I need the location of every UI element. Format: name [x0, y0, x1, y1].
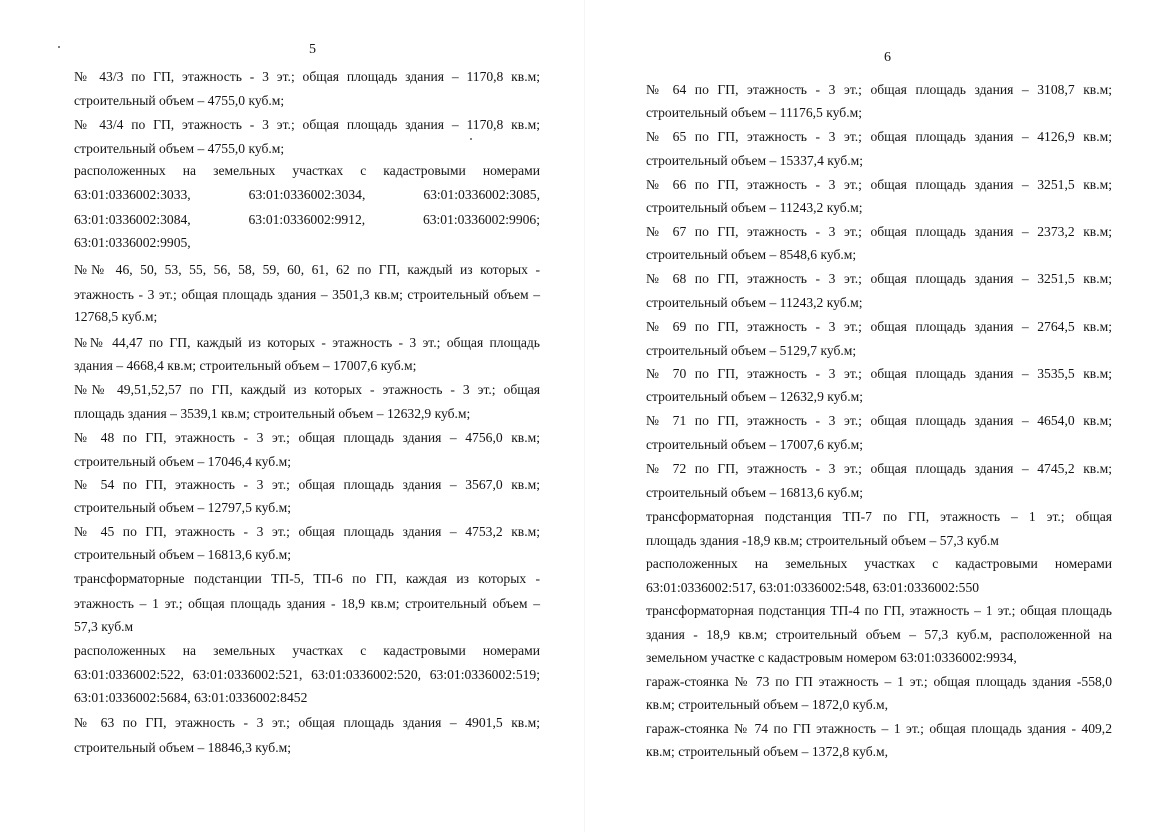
text-line: № 66 по ГП, этажность - 3 эт.; общая площадь здания – 3251,5 кв.м; [646, 177, 1112, 192]
text-line: здания - 18,9 кв.м; строительный объем – 57,3 куб.м, расположенной на [646, 627, 1112, 642]
text-line: строительный объем – 18846,3 куб.м; [74, 740, 291, 755]
text-line: № 48 по ГП, этажность - 3 эт.; общая площадь здания – 4756,0 кв.м; [74, 430, 540, 445]
text-line: № 69 по ГП, этажность - 3 эт.; общая площадь здания – 2764,5 кв.м; [646, 319, 1112, 334]
cadastral-number: 63:01:0336002:3034, [248, 187, 366, 202]
text-line: кв.м; строительный объем – 1372,8 куб.м, [646, 744, 889, 759]
text-line: строительный объем – 4755,0 куб.м; [74, 141, 285, 156]
text-line: трансформаторные подстанции ТП-5, ТП-6 по ГП, каждая из которых - [74, 571, 540, 586]
text-line: №№ 46, 50, 53, 55, 56, 58, 59, 60, 61, 62 по ГП, каждый из которых - [74, 262, 540, 277]
text-line: строительный объем – 11243,2 куб.м; [646, 295, 863, 310]
cadastral-number: 63:01:0336002:3084, [74, 212, 191, 227]
page-number: 6 [884, 50, 891, 65]
text-line: №№ 49,51,52,57 по ГП, каждый из которых - этажность - 3 эт.; общая [74, 382, 540, 397]
text-line: кв.м; строительный объем – 1872,0 куб.м, [646, 697, 889, 712]
text-line: № 65 по ГП, этажность - 3 эт.; общая площадь здания – 4126,9 кв.м; [646, 129, 1112, 144]
text-line: 63:01:0336002:9905, [74, 235, 191, 250]
text-line: строительный объем – 16813,6 куб.м; [74, 547, 291, 562]
text-line: строительный объем – 15337,4 куб.м; [646, 153, 863, 168]
page-number: 5 [309, 42, 316, 57]
text-line: этажность - 3 эт.; общая площадь здания – 3501,3 кв.м; строительный объем – [74, 287, 540, 302]
text-line: 63:01:0336002:522, 63:01:0336002:521, 63:01:0336002:520, 63:01:0336002:519; [74, 667, 540, 682]
text-line: № 70 по ГП, этажность - 3 эт.; общая площадь здания – 3535,5 кв.м; [646, 366, 1112, 381]
text-line: 63:01:0336002:517, 63:01:0336002:548, 63:01:0336002:550 [646, 580, 980, 595]
text-line: № 63 по ГП, этажность - 3 эт.; общая площадь здания – 4901,5 кв.м; [74, 715, 540, 730]
text-line: № 71 по ГП, этажность - 3 эт.; общая площадь здания – 4654,0 кв.м; [646, 413, 1112, 428]
text-line: трансформаторная подстанция ТП-7 по ГП, этажность – 1 эт.; общая [646, 509, 1112, 524]
text-line: № 43/3 по ГП, этажность - 3 эт.; общая площадь здания – 1170,8 кв.м; [74, 69, 540, 84]
text-line: строительный объем – 12632,9 куб.м; [646, 389, 863, 404]
text-line: № 68 по ГП, этажность - 3 эт.; общая площадь здания – 3251,5 кв.м; [646, 271, 1112, 286]
text-line: № 64 по ГП, этажность - 3 эт.; общая площадь здания – 3108,7 кв.м; [646, 82, 1112, 97]
text-line: строительный объем – 16813,6 куб.м; [646, 485, 863, 500]
text-line: строительный объем – 5129,7 куб.м; [646, 343, 857, 358]
text-line: расположенных на земельных участках с кадастровыми номерами [74, 163, 540, 178]
text-line: 63:01:0336002:5684, 63:01:0336002:8452 [74, 690, 308, 705]
cadastral-number: 63:01:0336002:9912, [248, 212, 366, 227]
text-line: этажность – 1 эт.; общая площадь здания - 18,9 кв.м; строительный объем – [74, 596, 540, 611]
text-line: 12768,5 куб.м; [74, 309, 158, 324]
text-line: площадь здания – 3539,1 кв.м; строительный объем – 12632,9 куб.м; [74, 406, 471, 421]
text-line: расположенных на земельных участках с кадастровыми номерами [646, 556, 1112, 571]
text-line: строительный объем – 11176,5 куб.м; [646, 105, 862, 120]
text-line: № 43/4 по ГП, этажность - 3 эт.; общая площадь здания – 1170,8 кв.м; [74, 117, 540, 132]
cadastral-numbers-line [74, 187, 540, 203]
cadastral-number: 63:01:0336002:3085, [423, 187, 540, 202]
text-line: трансформаторная подстанция ТП-4 по ГП, этажность – 1 эт.; общая площадь [646, 603, 1112, 618]
text-line: строительный объем – 8548,6 куб.м; [646, 247, 857, 262]
text-line: земельном участке с кадастровым номером 63:01:0336002:9934, [646, 650, 1017, 665]
text-line: № 72 по ГП, этажность - 3 эт.; общая площадь здания – 4745,2 кв.м; [646, 461, 1112, 476]
text-line: площадь здания -18,9 кв.м; строительный объем – 57,3 куб.м [646, 533, 999, 548]
text-line: строительный объем – 17046,4 куб.м; [74, 454, 291, 469]
cadastral-number: 63:01:0336002:9906; [422, 212, 540, 227]
text-line: № 45 по ГП, этажность - 3 эт.; общая площадь здания – 4753,2 кв.м; [74, 524, 540, 539]
text-line: строительный объем – 11243,2 куб.м; [646, 200, 863, 215]
text-line: № 67 по ГП, этажность - 3 эт.; общая площадь здания – 2373,2 кв.м; [646, 224, 1112, 239]
text-line: гараж-стоянка № 74 по ГП этажность – 1 эт.; общая площадь здания - 409,2 [646, 721, 1112, 736]
page-gutter [584, 0, 585, 832]
cadastral-numbers-line [74, 212, 540, 228]
text-line: гараж-стоянка № 73 по ГП этажность – 1 эт.; общая площадь здания -558,0 [646, 674, 1112, 689]
text-line: строительный объем – 4755,0 куб.м; [74, 93, 285, 108]
scan-speck [470, 138, 472, 140]
text-line: здания – 4668,4 кв.м; строительный объем – 17007,6 куб.м; [74, 358, 417, 373]
text-line: расположенных на земельных участках с кадастровыми номерами [74, 643, 540, 658]
text-line: № 54 по ГП, этажность - 3 эт.; общая площадь здания – 3567,0 кв.м; [74, 477, 540, 492]
text-line: 57,3 куб.м [74, 619, 134, 634]
text-line: №№ 44,47 по ГП, каждый из которых - этажность - 3 эт.; общая площадь [74, 335, 540, 350]
text-line: строительный объем – 17007,6 куб.м; [646, 437, 863, 452]
scan-speck [58, 46, 60, 48]
text-line: строительный объем – 12797,5 куб.м; [74, 500, 291, 515]
cadastral-number: 63:01:0336002:3033, [74, 187, 191, 202]
